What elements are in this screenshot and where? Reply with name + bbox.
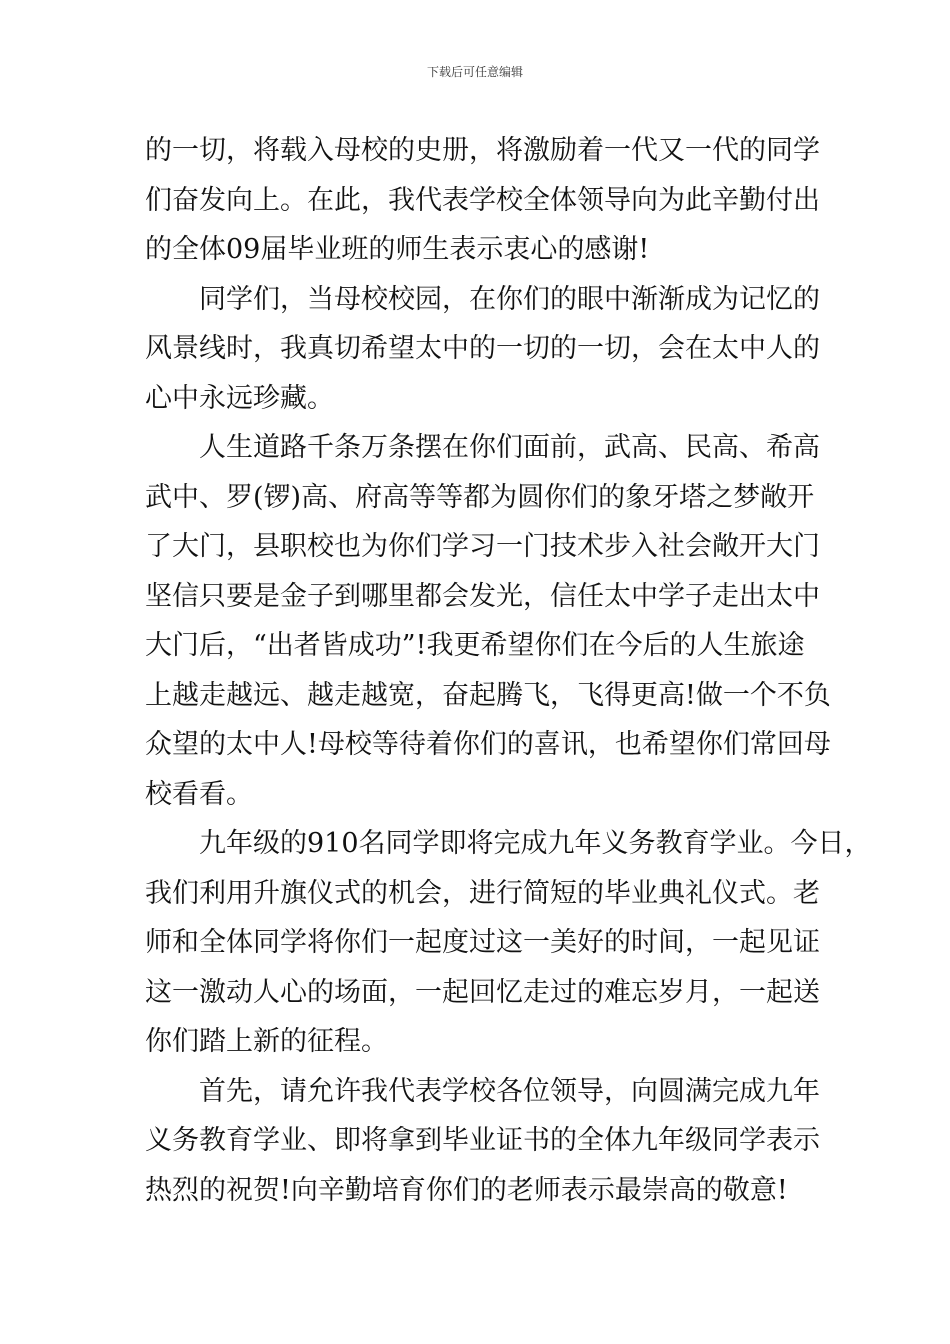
paragraph-5-line-3: 热烈的祝贺!向辛勤培育你们的老师表示最崇高的敬意! [145,1174,788,1206]
document-body [145,126,872,1215]
paragraph-3-line-2: 武中、罗(锣)高、府高等等都为圆你们的象牙塔之梦敞开 [145,481,815,513]
paragraph-4-line-4: 这一激动人心的场面，一起回忆走过的难忘岁月，一起送 [145,976,820,1008]
paragraph-2-line-3: 心中永远珍藏。 [145,382,334,414]
paragraph-1-line-2: 们奋发向上。在此，我代表学校全体领导向为此辛勤付出 [145,184,820,216]
paragraph-4-line-3: 师和全体同学将你们一起度过这一美好的时间，一起见证 [145,927,820,958]
paragraph-3-line-4: 坚信只要是金子到哪里都会发光，信任太中学子走出太中 [145,580,820,612]
paragraph-1-line-1: 的一切，将载入母校的史册，将激励着一代又一代的同学 [145,135,820,166]
paragraph-3-line-6: 上越走越远、越走越宽，奋起腾飞，飞得更高!做一个不负 [145,679,831,711]
paragraph-3-line-1: 人生道路千条万条摆在你们面前，武高、民高、希高 [199,432,820,463]
paragraph-3-line-3: 了大门，县职校也为你们学习一门技术步入社会敞开大门 [145,531,820,562]
page-header-note: 下载后可任意编辑 [426,65,523,79]
paragraph-2-line-1: 同学们，当母校校园，在你们的眼中渐渐成为记忆的 [199,283,820,315]
paragraph-2-line-2: 风景线时，我真切希望太中的一切的一切，会在太中人的 [145,333,820,364]
paragraph-4-line-1: 九年级的910名同学即将完成九年义务教育学业。今日， [199,828,872,859]
paragraph-1-line-3: 的全体09届毕业班的师生表示衷心的感谢! [145,234,650,265]
paragraph-5-line-1: 首先，请允许我代表学校各位领导，向圆满完成九年 [199,1075,820,1107]
paragraph-3-line-5: 大门后，“出者皆成功”!我更希望你们在今后的人生旅途 [145,630,805,661]
paragraph-4-line-5: 你们踏上新的征程。 [145,1026,388,1057]
paragraph-4-line-2: 我们利用升旗仪式的机会，进行简短的毕业典礼仪式。老 [145,877,820,909]
paragraph-3-line-8: 校看看。 [145,778,253,810]
paragraph-5-line-2: 义务教育学业、即将拿到毕业证书的全体九年级同学表示 [145,1125,820,1156]
paragraph-3-line-7: 众望的太中人!母校等待着你们的喜讯，也希望你们常回母 [145,729,831,760]
